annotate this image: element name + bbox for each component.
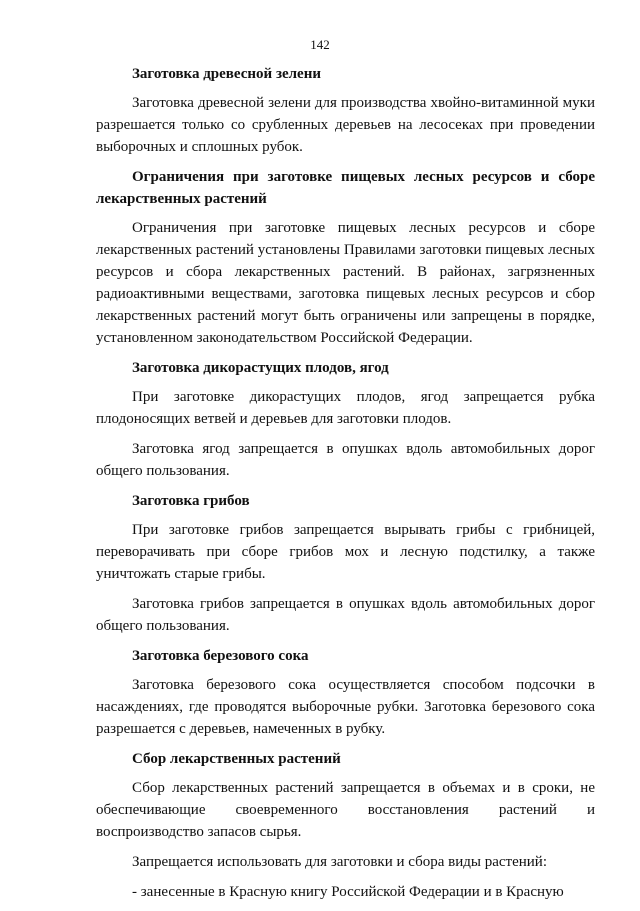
section-medicinal-plants — [96, 748, 595, 903]
section-mushrooms — [96, 490, 595, 637]
paragraph: Запрещается использовать для заготовки и сбора виды растений: — [132, 854, 547, 870]
paragraph: Заготовка древесной зелени для производства хвойно-витаминной муки разрешается только со срубленных деревьев на лесосеках при проведении выборочных и сплошных рубок. — [96, 95, 595, 155]
section-wood-greenery — [96, 63, 595, 158]
section-heading: Заготовка березового сока — [132, 648, 309, 664]
paragraph: Заготовка грибов запрещается в опушках вдоль автомобильных дорог общего пользования. — [96, 596, 595, 634]
paragraph: При заготовке грибов запрещается вырывать грибы с грибницей, переворачивать при сборе грибов мох и лесную подстилку, а также уничтожать старые грибы. — [96, 522, 595, 582]
section-heading: Сбор лекарственных растений — [132, 751, 341, 767]
list-item: - занесенные в Красную книгу Российской Федерации и в Красную — [132, 884, 564, 900]
section-restrictions — [96, 166, 595, 349]
paragraph: Заготовка ягод запрещается в опушках вдоль автомобильных дорог общего пользования. — [96, 441, 595, 479]
section-heading: Заготовка дикорастущих плодов, ягод — [132, 360, 389, 376]
page-content — [96, 63, 595, 911]
paragraph: Сбор лекарственных растений запрещается в объемах и в сроки, не обеспечивающие своевременного восстановления растений и воспроизводство запасов сырья. — [96, 780, 595, 840]
page-number: 142 — [310, 37, 330, 52]
paragraph: Заготовка березового сока осуществляется способом подсочки в насаждениях, где проводятся выборочные рубки. Заготовка березового сока разрешается с деревьев, намеченных в рубку. — [96, 677, 595, 737]
section-birch-sap — [96, 645, 595, 740]
section-heading: Заготовка древесной зелени — [132, 66, 321, 82]
section-heading: Заготовка грибов — [132, 493, 250, 509]
section-heading: Ограничения при заготовке пищевых лесных ресурсов и сборе лекарственных растений — [96, 169, 595, 207]
paragraph: Ограничения при заготовке пищевых лесных ресурсов и сборе лекарственных растений установлены Правилами заготовки пищевых лесных ресурсов и сбора лекарственных растений. В районах, загрязненных радиоактивными веществами, заготовка пищевых лесных ресурсов и сбор лекарственных растений могут быть ограничены или запрещены в порядке, установленном законодательством Российской Федерации. — [96, 220, 595, 346]
section-fruits-berries — [96, 357, 595, 482]
paragraph: При заготовке дикорастущих плодов, ягод запрещается рубка плодоносящих ветвей и деревьев для заготовки плодов. — [96, 389, 595, 427]
